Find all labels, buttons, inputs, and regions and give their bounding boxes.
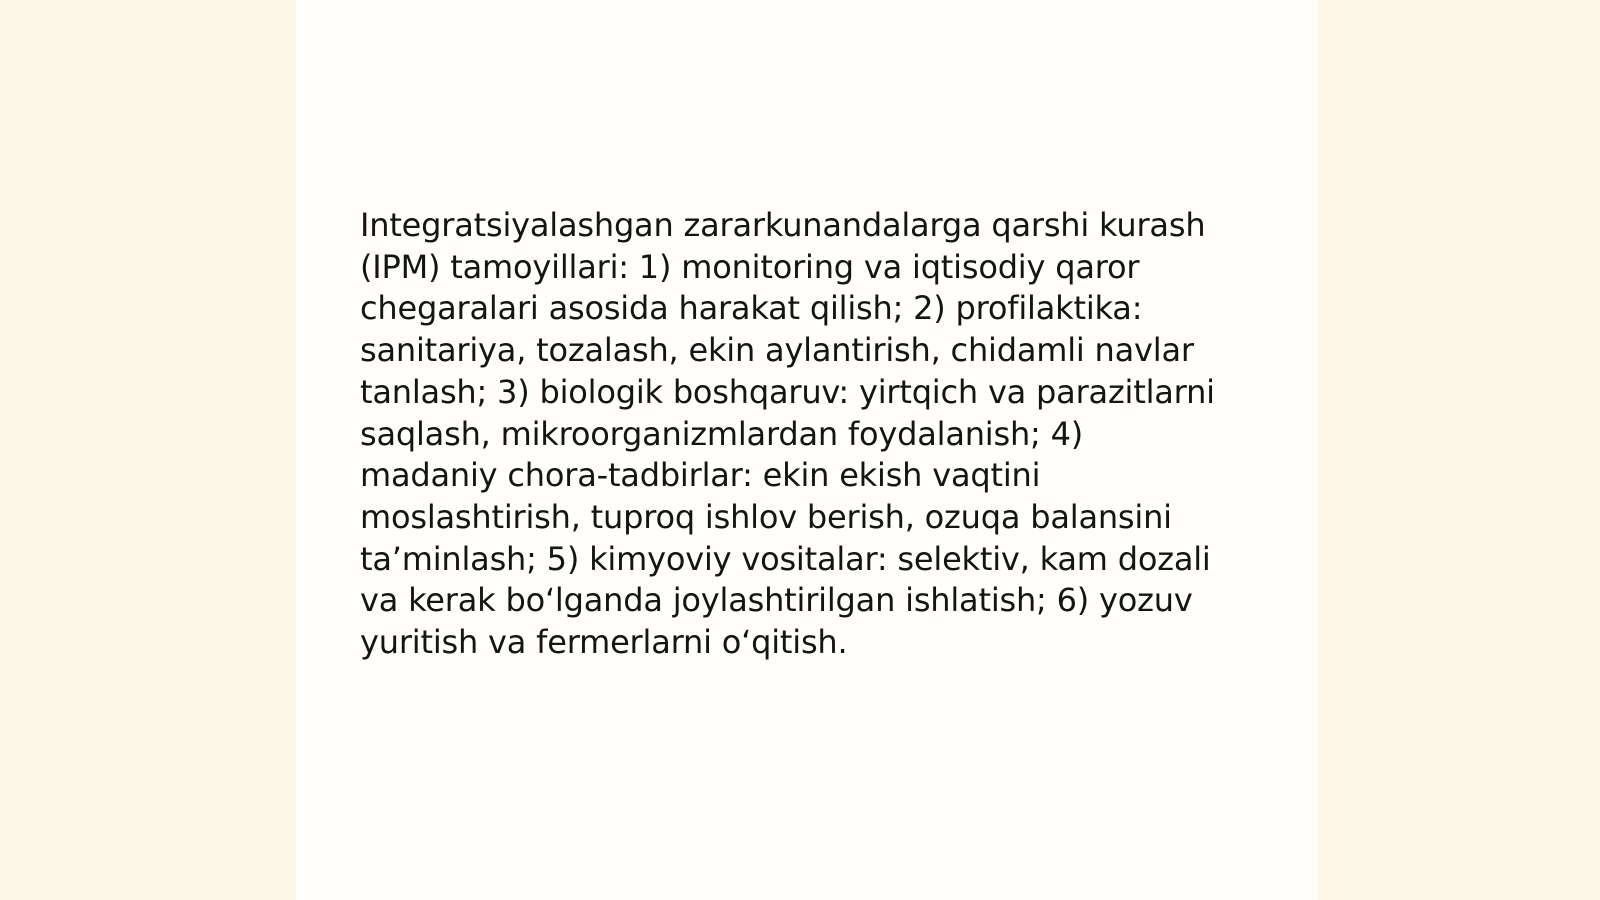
document-page: [296, 0, 1318, 900]
left-margin: [0, 0, 296, 900]
right-margin: [1318, 0, 1600, 900]
body-paragraph: Integratsiyalashgan zararkunandalarga qarshi kurash (IPM) tamoyillari: 1) monitoring va iqtisodiy qaror chegaralari asosida harakat qilish; 2) profilaktika: sanitariya, tozalash, ekin aylantirish, chidamli navlar tanlash; 3) biologik boshqaruv: yirtqich va parazitlarni saqlash, mikroorganizmlardan foydalanish; 4) madaniy chora-tadbirlar: ekin ekish vaqtini moslashtirish, tuproq ishlov berish, ozuqa balansini ta’minlash; 5) kimyoviy vositalar: selektiv, kam dozali va kerak bo‘lganda joylashtirilgan ishlatish; 6) yozuv yuritish va fermerlarni o‘qitish.: [360, 206, 1215, 662]
